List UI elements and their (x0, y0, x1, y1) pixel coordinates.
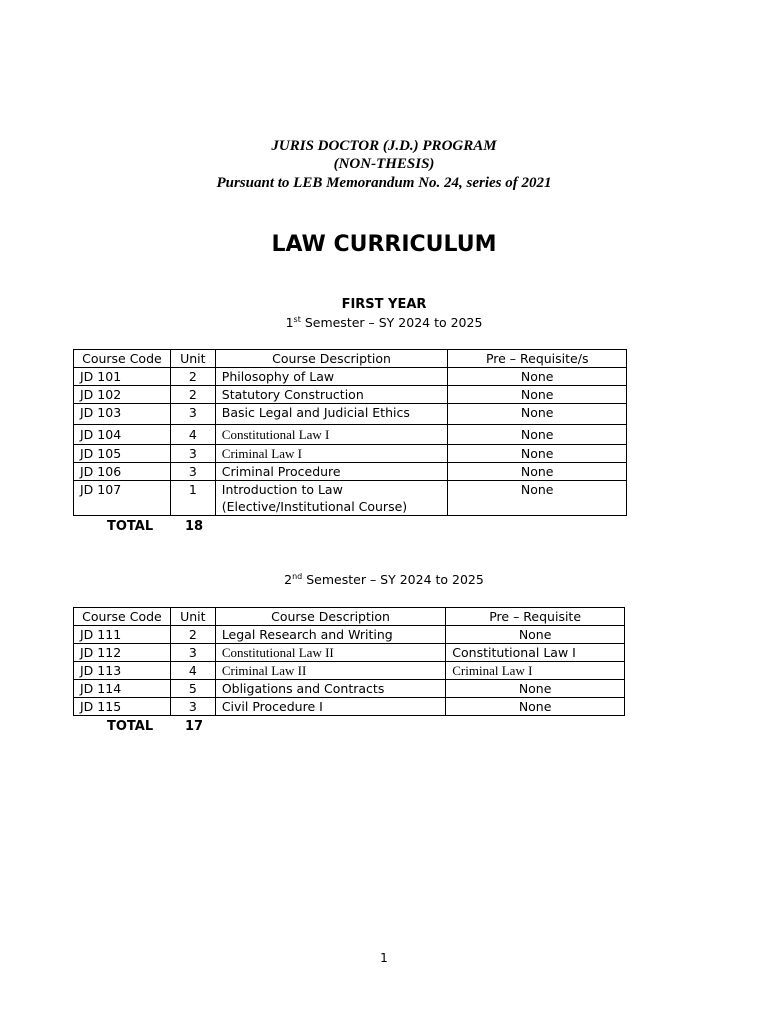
course-description (215, 481, 448, 516)
course-code: JD 115 (74, 698, 171, 716)
course-description: Criminal Procedure (215, 463, 448, 481)
semester-2-table (73, 607, 625, 716)
course-code: JD 107 (74, 481, 171, 516)
course-prerequisite: None (448, 481, 627, 516)
table-row (74, 445, 627, 463)
program-subtitle: (NON-THESIS) (333, 156, 435, 172)
course-code: JD 103 (74, 404, 171, 425)
table-row (74, 425, 627, 445)
column-header: Course Description (215, 350, 448, 368)
course-prerequisite: Constitutional Law I (446, 644, 625, 662)
course-prerequisite: None (448, 425, 627, 445)
course-prerequisite: None (448, 368, 627, 386)
table-row (74, 368, 627, 386)
course-unit: 3 (170, 404, 215, 425)
course-unit: 2 (170, 626, 215, 644)
column-header: Course Code (74, 608, 171, 626)
course-description: Philosophy of Law (215, 368, 448, 386)
course-description: Statutory Construction (215, 386, 448, 404)
column-header: Unit (170, 350, 215, 368)
course-description: Civil Procedure I (215, 698, 445, 716)
table-row (74, 680, 625, 698)
course-unit: 3 (170, 644, 215, 662)
table-row (74, 463, 627, 481)
column-header: Pre – Requisite (446, 608, 625, 626)
semester-2-total-label: TOTAL (107, 719, 154, 734)
column-header: Course Description (215, 608, 445, 626)
course-code: JD 112 (74, 644, 171, 662)
course-unit: 3 (170, 463, 215, 481)
course-code: JD 113 (74, 662, 171, 680)
semester-1-total-value: 18 (185, 519, 204, 534)
table-row (74, 698, 625, 716)
course-prerequisite: None (446, 626, 625, 644)
course-unit: 3 (170, 698, 215, 716)
program-title: JURIS DOCTOR (J.D.) PROGRAM (271, 138, 497, 154)
table-row (74, 626, 625, 644)
course-unit: 4 (170, 662, 215, 680)
memorandum-reference: Pursuant to LEB Memorandum No. 24, series of 2021 (216, 175, 552, 191)
course-description: Criminal Law I (215, 445, 448, 463)
table-row (74, 404, 627, 425)
course-code: JD 102 (74, 386, 171, 404)
course-prerequisite: None (446, 698, 625, 716)
course-description: Constitutional Law II (215, 644, 445, 662)
course-prerequisite: Criminal Law I (446, 662, 625, 680)
column-header: Pre – Requisite/s (448, 350, 627, 368)
course-unit: 2 (170, 368, 215, 386)
table-header-row (74, 350, 627, 368)
course-code: JD 114 (74, 680, 171, 698)
course-unit: 5 (170, 680, 215, 698)
table-row (74, 644, 625, 662)
course-description-line: (Elective/Institutional Course) (221, 499, 408, 514)
course-description: Obligations and Contracts (215, 680, 445, 698)
course-unit: 3 (170, 445, 215, 463)
course-code: JD 101 (74, 368, 171, 386)
course-description: Legal Research and Writing (215, 626, 445, 644)
course-description: Constitutional Law I (215, 425, 448, 445)
column-header: Unit (170, 608, 215, 626)
course-prerequisite: None (448, 445, 627, 463)
table-row (74, 481, 627, 516)
table-row (74, 386, 627, 404)
course-prerequisite: None (448, 386, 627, 404)
course-prerequisite: None (448, 404, 627, 425)
table-header-row (74, 608, 625, 626)
course-description: Criminal Law II (215, 662, 445, 680)
course-code: JD 106 (74, 463, 171, 481)
table-row (74, 662, 625, 680)
semester-1-total-label: TOTAL (107, 519, 154, 534)
page-title: LAW CURRICULUM (271, 232, 497, 257)
course-code: JD 104 (74, 425, 171, 445)
course-description: Basic Legal and Judicial Ethics (215, 404, 448, 425)
semester-2-total-value: 17 (185, 719, 204, 734)
course-description-line: Introduction to Law (221, 482, 343, 497)
semester-2-title: 2nd Semester – SY 2024 to 2025 (284, 571, 484, 587)
course-code: JD 105 (74, 445, 171, 463)
course-unit: 4 (170, 425, 215, 445)
course-unit: 2 (170, 386, 215, 404)
column-header: Course Code (74, 350, 171, 368)
page-number: 1 (380, 951, 388, 965)
course-prerequisite: None (448, 463, 627, 481)
year-title: FIRST YEAR (341, 297, 427, 312)
semester-1-title: 1st Semester – SY 2024 to 2025 (285, 314, 483, 330)
course-unit: 1 (170, 481, 215, 516)
semester-1-table (73, 349, 627, 516)
course-prerequisite: None (446, 680, 625, 698)
course-code: JD 111 (74, 626, 171, 644)
